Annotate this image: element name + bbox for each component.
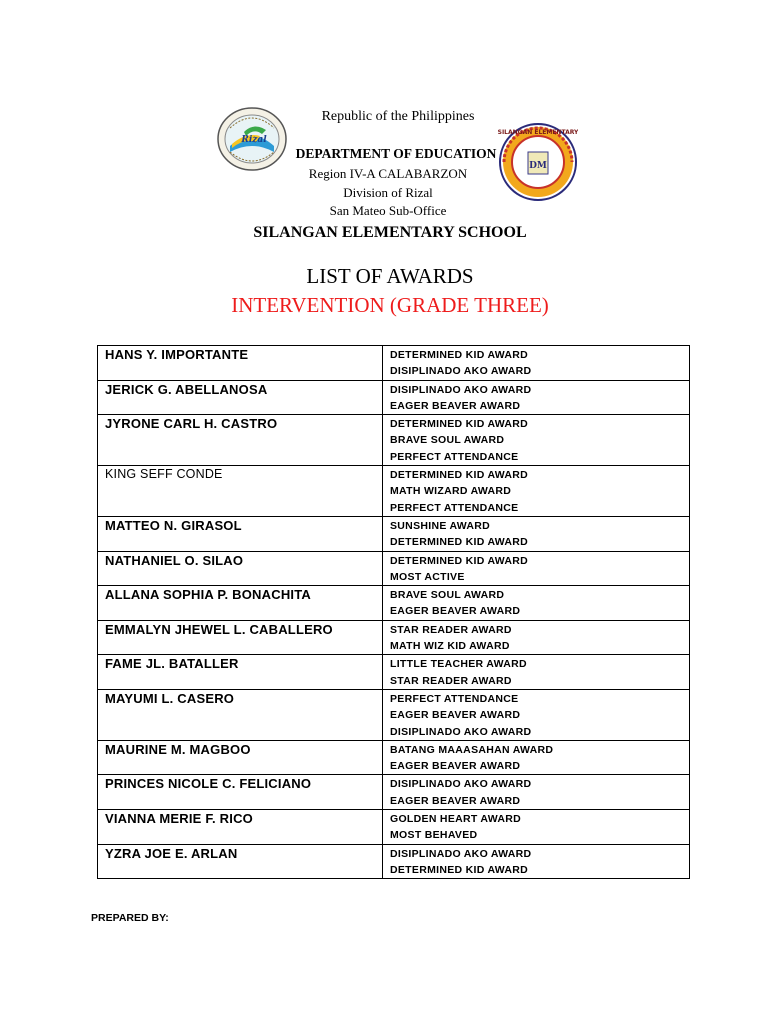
awards-cell	[383, 586, 690, 621]
awardee-name: ALLANA SOPHIA P. BONACHITA	[98, 586, 383, 621]
award-item: BRAVE SOUL AWARD	[390, 589, 505, 602]
awardee-name: EMMALYN JHEWEL L. CABALLERO	[98, 620, 383, 655]
awards-table-body	[98, 346, 690, 879]
prepared-by-label: PREPARED BY:	[91, 912, 169, 924]
republic-line: Republic of the Philippines	[321, 109, 475, 124]
right-seal-text: SILANGAN ELEMENTARY	[498, 129, 578, 136]
award-item: STAR READER AWARD	[390, 674, 512, 687]
awards-cell	[383, 551, 690, 586]
left-seal-text: Rizal	[241, 135, 267, 145]
award-item: MOST BEHAVED	[390, 829, 478, 842]
awards-cell	[383, 775, 690, 810]
table-row	[98, 844, 690, 879]
award-item: SUNSHINE AWARD	[390, 519, 491, 532]
region-line: Region IV-A CALABARZON	[308, 166, 468, 181]
right-seal-center-text: DM	[529, 161, 547, 171]
award-item: DISIPLINADO AKO AWARD	[390, 383, 532, 396]
awardee-name: NATHANIEL O. SILAO	[98, 551, 383, 586]
award-item: LITTLE TEACHER AWARD	[390, 658, 527, 671]
table-row	[98, 655, 690, 690]
awards-cell	[383, 655, 690, 690]
award-item: PERFECT ATTENDANCE	[390, 692, 519, 705]
table-row	[98, 586, 690, 621]
awards-cell	[383, 516, 690, 551]
awardee-name: MAURINE M. MAGBOO	[98, 740, 383, 775]
awards-table	[97, 345, 690, 879]
award-item: DETERMINED KID AWARD	[390, 554, 529, 567]
awardee-name: MAYUMI L. CASERO	[98, 689, 383, 740]
award-item: DETERMINED KID AWARD	[390, 349, 529, 361]
sub-office-line: San Mateo Sub-Office	[329, 203, 447, 218]
award-item: DETERMINED KID AWARD	[390, 536, 529, 549]
award-item: EAGER BEAVER AWARD	[390, 399, 521, 412]
awardee-name: KING SEFF CONDE	[98, 466, 383, 517]
awards-cell	[383, 620, 690, 655]
award-item: DISIPLINADO AKO AWARD	[390, 365, 532, 378]
award-item: DETERMINED KID AWARD	[390, 469, 529, 482]
award-item: GOLDEN HEART AWARD	[390, 813, 522, 826]
letterhead	[0, 0, 768, 250]
table-row	[98, 346, 690, 381]
table-row	[98, 775, 690, 810]
award-item: EAGER BEAVER AWARD	[390, 794, 521, 807]
award-item: STAR READER AWARD	[390, 623, 512, 636]
award-item: EAGER BEAVER AWARD	[390, 709, 521, 722]
award-item: MATH WIZARD AWARD	[390, 485, 512, 498]
award-item: BATANG MAAASAHAN AWARD	[390, 743, 554, 756]
awardee-name: JYRONE CARL H. CASTRO	[98, 415, 383, 466]
table-row	[98, 415, 690, 466]
department-line: DEPARTMENT OF EDUCATION	[295, 146, 497, 161]
table-row	[98, 740, 690, 775]
award-item: MATH WIZ KID AWARD	[390, 640, 510, 653]
award-item: EAGER BEAVER AWARD	[390, 760, 521, 773]
awardee-name: FAME JL. BATALLER	[98, 655, 383, 690]
division-line: Division of Rizal	[343, 185, 433, 200]
awards-cell	[383, 466, 690, 517]
table-row	[98, 689, 690, 740]
table-row	[98, 380, 690, 415]
table-row	[98, 810, 690, 845]
award-item: BRAVE SOUL AWARD	[390, 434, 505, 447]
awardee-name: MATTEO N. GIRASOL	[98, 516, 383, 551]
table-row	[98, 620, 690, 655]
award-item: PERFECT ATTENDANCE	[390, 501, 519, 514]
school-name: SILANGAN ELEMENTARY SCHOOL	[253, 224, 527, 241]
awards-cell	[383, 689, 690, 740]
table-row	[98, 466, 690, 517]
awards-cell	[383, 415, 690, 466]
award-item: MOST ACTIVE	[390, 570, 465, 583]
award-item: EAGER BEAVER AWARD	[390, 605, 521, 618]
table-row	[98, 516, 690, 551]
document-subtitle: INTERVENTION (GRADE THREE)	[231, 293, 549, 317]
awards-cell	[383, 740, 690, 775]
awardee-name: YZRA JOE E. ARLAN	[98, 844, 383, 879]
award-item: PERFECT ATTENDANCE	[390, 450, 519, 463]
awardee-name: HANS Y. IMPORTANTE	[98, 346, 383, 381]
award-item: DETERMINED KID AWARD	[390, 418, 529, 431]
awards-cell	[383, 844, 690, 879]
document-title: LIST OF AWARDS	[306, 264, 474, 288]
award-item: DISIPLINADO AKO AWARD	[390, 847, 532, 860]
award-item: DISIPLINADO AKO AWARD	[390, 778, 532, 791]
awards-cell	[383, 810, 690, 845]
award-item: DISIPLINADO AKO AWARD	[390, 725, 532, 738]
awards-cell	[383, 346, 690, 381]
award-item: DETERMINED KID AWARD	[390, 863, 529, 876]
awardee-name: JERICK G. ABELLANOSA	[98, 380, 383, 415]
awards-cell	[383, 380, 690, 415]
table-row	[98, 551, 690, 586]
awardee-name: PRINCES NICOLE C. FELICIANO	[98, 775, 383, 810]
awardee-name: VIANNA MERIE F. RICO	[98, 810, 383, 845]
